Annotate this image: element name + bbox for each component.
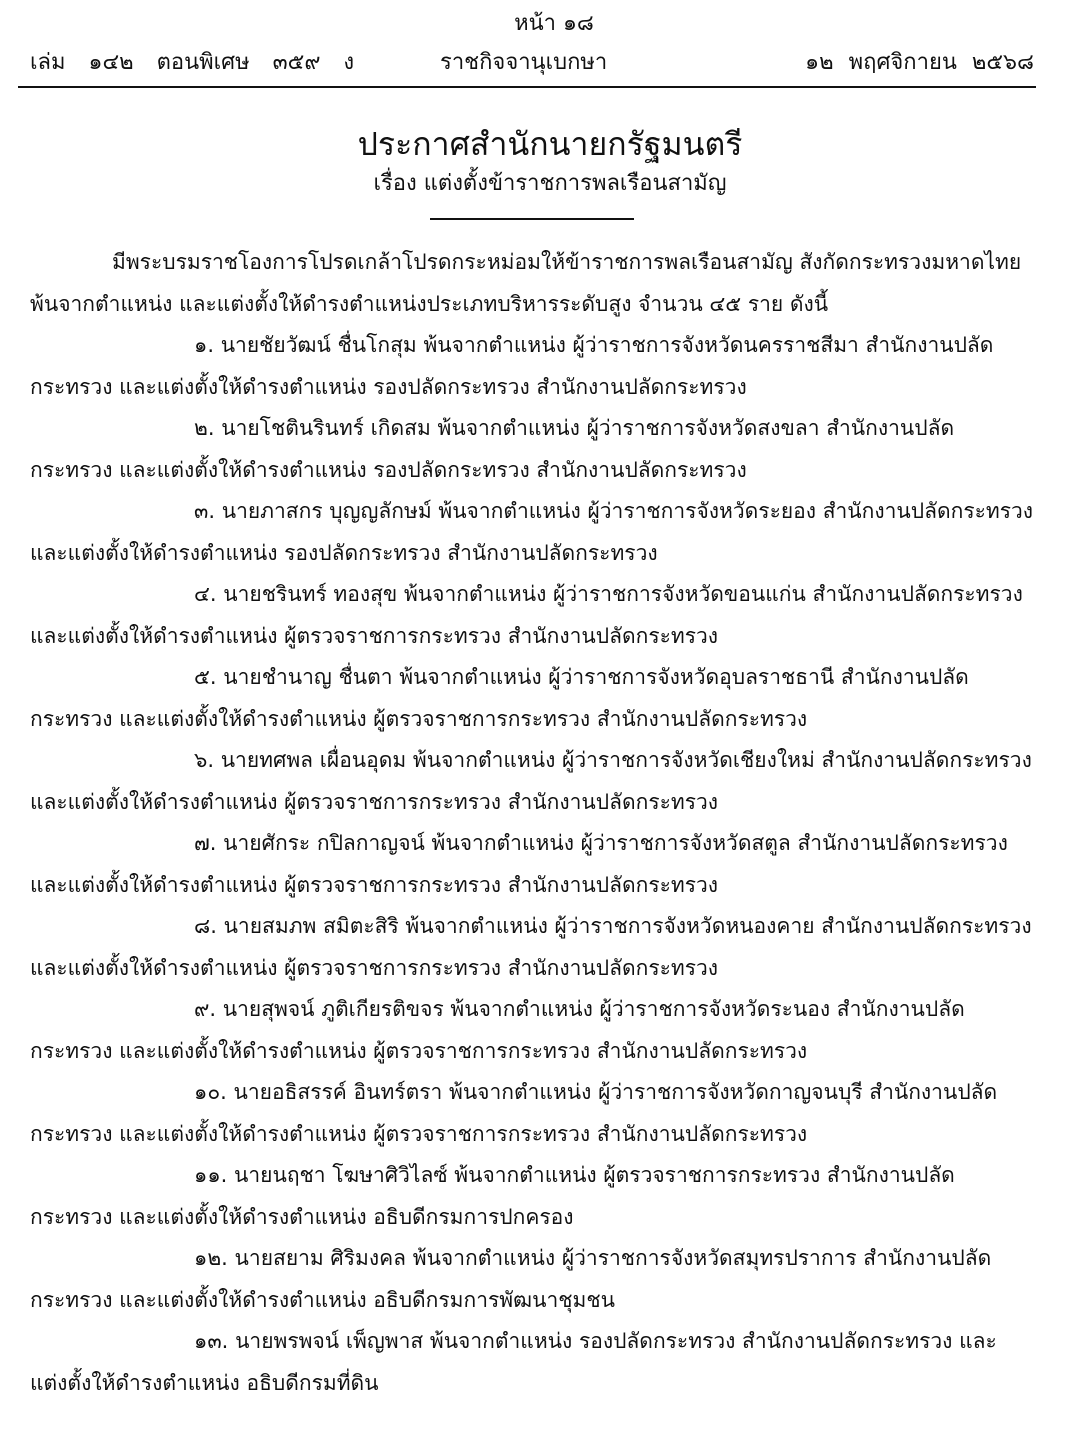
item-number: ๑๓. [194, 1329, 229, 1353]
item-text: นายชรินทร์ ทองสุข พ้นจากตำแหน่ง ผู้ว่าราชการจังหวัดขอนแก่น สำนักงานปลัดกระทรวง และแต่งตั้งให้ดำรงตำแหน่ง ผู้ตรวจราชการกระทรวง สำนักงานปลัดกระทรวง [30, 582, 1023, 648]
page-number: หน้า ๑๘ [514, 11, 594, 36]
list-item [30, 491, 1034, 574]
item-number: ๗. [194, 831, 217, 855]
item-number: ๕. [194, 665, 217, 689]
item-text: นายสมภพ สมิตะสิริ พ้นจากตำแหน่ง ผู้ว่าราชการจังหวัดหนองคาย สำนักงานปลัดกระทรวง และแต่งตั้งให้ดำรงตำแหน่ง ผู้ตรวจราชการกระทรวง สำนักงานปลัดกระทรวง [30, 914, 1032, 980]
item-text: นายศักระ กปิลกาญจน์ พ้นจากตำแหน่ง ผู้ว่าราชการจังหวัดสตูล สำนักงานปลัดกระทรวง และแต่งตั้งให้ดำรงตำแหน่ง ผู้ตรวจราชการกระทรวง สำนักงานปลัดกระทรวง [30, 831, 1008, 897]
publication-date: ๑๒ พฤศจิกายน ๒๕๖๘ [805, 50, 1034, 75]
item-number: ๒. [194, 416, 215, 440]
list-item [30, 989, 1034, 1072]
document-subject: เรื่อง แต่งตั้งข้าราชการพลเรือนสามัญ [373, 171, 727, 196]
item-text: นายชัยวัฒน์ ชื่นโกสุม พ้นจากตำแหน่ง ผู้ว่าราชการจังหวัดนครราชสีมา สำนักงานปลัดกระทรวง และแต่งตั้งให้ดำรงตำแหน่ง รองปลัดกระทรวง สำนักงานปลัดกระทรวง [30, 333, 994, 399]
volume-issue: เล่ม ๑๔๒ ตอนพิเศษ ๓๕๙ ง [30, 50, 355, 75]
list-item [30, 325, 1034, 408]
item-number: ๑๐. [194, 1080, 227, 1104]
item-text: นายพรพจน์ เพ็ญพาส พ้นจากตำแหน่ง รองปลัดกระทรวง สำนักงานปลัดกระทรวง และแต่งตั้งให้ดำรงตำแหน่ง อธิบดีกรมที่ดิน [30, 1329, 997, 1395]
item-number: ๑๑. [194, 1163, 228, 1187]
document-title: ประกาศสำนักนายกรัฐมนตรี [357, 125, 743, 163]
gazette-header [30, 46, 1034, 80]
list-item [30, 1238, 1034, 1321]
item-number: ๑๒. [194, 1246, 228, 1270]
list-item [30, 740, 1034, 823]
item-number: ๘. [194, 914, 217, 938]
item-text: นายสยาม ศิริมงคล พ้นจากตำแหน่ง ผู้ว่าราชการจังหวัดสมุทรปราการ สำนักงานปลัดกระทรวง และแต่งตั้งให้ดำรงตำแหน่ง อธิบดีกรมการพัฒนาชุมชน [30, 1246, 992, 1312]
document-body [30, 242, 1034, 1404]
list-item [30, 1155, 1034, 1238]
item-number: ๔. [194, 582, 217, 606]
gazette-name: ราชกิจจานุเบกษา [440, 50, 608, 75]
item-number: ๖. [194, 748, 215, 772]
list-item [30, 823, 1034, 906]
item-text: นายสุพจน์ ภูติเกียรติขจร พ้นจากตำแหน่ง ผู้ว่าราชการจังหวัดระนอง สำนักงานปลัดกระทรวง และแต่งตั้งให้ดำรงตำแหน่ง ผู้ตรวจราชการกระทรวง สำนักงานปลัดกระทรวง [30, 997, 965, 1063]
item-number: ๑. [194, 333, 215, 357]
list-item [30, 574, 1034, 657]
title-divider [430, 218, 634, 220]
item-text: นายโชตินรินทร์ เกิดสม พ้นจากตำแหน่ง ผู้ว่าราชการจังหวัดสงขลา สำนักงานปลัดกระทรวง และแต่งตั้งให้ดำรงตำแหน่ง รองปลัดกระทรวง สำนักงานปลัดกระทรวง [30, 416, 955, 482]
item-text: นายชำนาญ ชื่นตา พ้นจากตำแหน่ง ผู้ว่าราชการจังหวัดอุบลราชธานี สำนักงานปลัดกระทรวง และแต่งตั้งให้ดำรงตำแหน่ง ผู้ตรวจราชการกระทรวง สำนักงานปลัดกระทรวง [30, 665, 969, 731]
item-number: ๓. [194, 499, 216, 523]
list-item [30, 1321, 1034, 1404]
list-item [30, 906, 1034, 989]
item-number: ๙. [194, 997, 217, 1021]
item-text: นายภาสกร บุญญลักษม์ พ้นจากตำแหน่ง ผู้ว่าราชการจังหวัดระยอง สำนักงานปลัดกระทรวง และแต่งตั้งให้ดำรงตำแหน่ง รองปลัดกระทรวง สำนักงานปลัดกระทรวง [30, 499, 1034, 565]
header-divider [18, 86, 1036, 88]
item-text: นายนฤชา โฆษาศิวิไลซ์ พ้นจากตำแหน่ง ผู้ตรวจราชการกระทรวง สำนักงานปลัดกระทรวง และแต่งตั้งให้ดำรงตำแหน่ง อธิบดีกรมการปกครอง [30, 1163, 955, 1229]
item-text: นายทศพล เผื่อนอุดม พ้นจากตำแหน่ง ผู้ว่าราชการจังหวัดเชียงใหม่ สำนักงานปลัดกระทรวง และแต่งตั้งให้ดำรงตำแหน่ง ผู้ตรวจราชการกระทรวง สำนักงานปลัดกระทรวง [30, 748, 1032, 814]
item-text: นายอธิสรรค์ อินทร์ตรา พ้นจากตำแหน่ง ผู้ว่าราชการจังหวัดกาญจนบุรี สำนักงานปลัดกระทรวง และแต่งตั้งให้ดำรงตำแหน่ง ผู้ตรวจราชการกระทรวง สำนักงานปลัดกระทรวง [30, 1080, 998, 1146]
list-item [30, 657, 1034, 740]
intro-paragraph: มีพระบรมราชโองการโปรดเกล้าโปรดกระหม่อมให้ข้าราชการพลเรือนสามัญ สังกัดกระทรวงมหาดไทย พ้นจากตำแหน่ง และแต่งตั้งให้ดำรงตำแหน่งประเภทบริหารระดับสูง จำนวน ๔๕ ราย ดังนี้ [30, 250, 1022, 316]
list-item [30, 1072, 1034, 1155]
list-item [30, 408, 1034, 491]
